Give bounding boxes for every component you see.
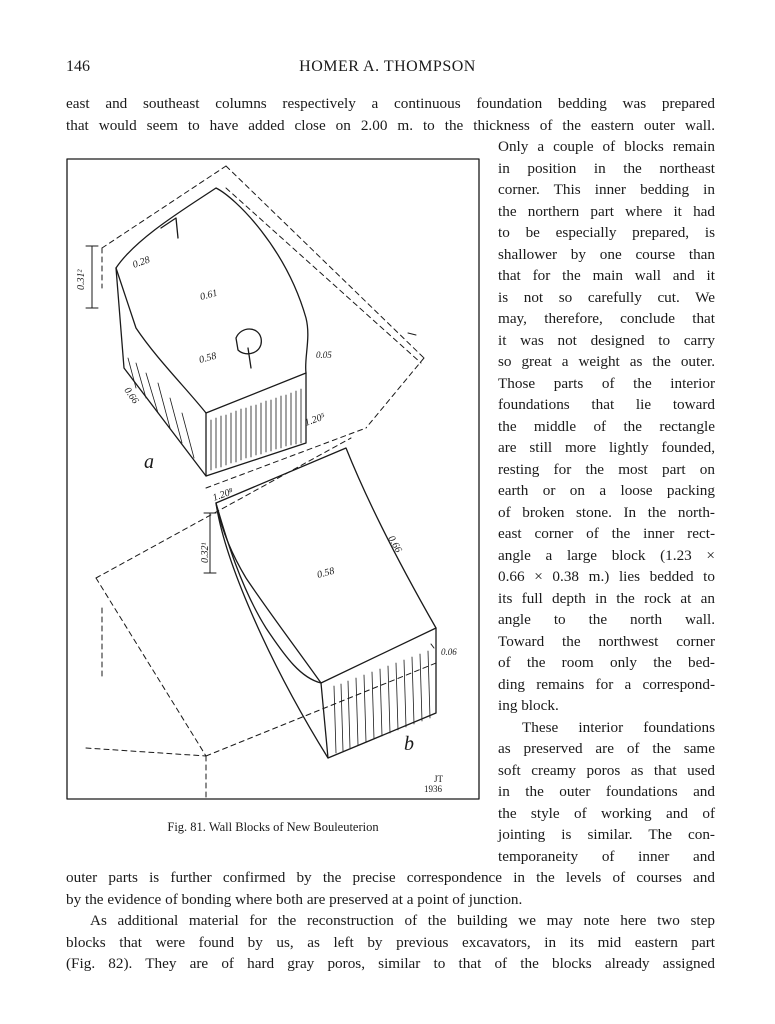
text-line: Toward the northwest corner bbox=[498, 633, 715, 650]
text-line: These interior foundations bbox=[522, 719, 715, 736]
a-height-label: 0.31² bbox=[76, 269, 87, 290]
text-line: in position in the northeast bbox=[498, 160, 715, 177]
text-line: blocks that were found by us, as left by previous excavators, in its mid eastern part bbox=[66, 934, 715, 951]
running-title: HOMER A. THOMPSON bbox=[299, 58, 476, 75]
b-side-label: 0.66 bbox=[385, 534, 404, 555]
text-line: the style of working and of bbox=[498, 805, 715, 822]
text-line: angle a large block (1.23 × bbox=[498, 547, 715, 564]
text-line: earth or on a loose packing bbox=[498, 482, 715, 499]
a-width-label: 0.61 bbox=[198, 287, 219, 303]
text-line: east corner of the inner rect- bbox=[498, 525, 715, 542]
text-line: (Fig. 82). They are of hard gray poros, similar to that of the blocks already assigned bbox=[66, 955, 715, 972]
text-line: Only a couple of blocks remain bbox=[498, 138, 715, 155]
b-height-label: 0.32¹ bbox=[200, 542, 211, 563]
figure-81 bbox=[66, 158, 480, 800]
text-line: its full depth in the rock at an bbox=[498, 590, 715, 607]
text-line: in the outer foundations and bbox=[498, 783, 715, 800]
text-line: corner. This inner bedding in bbox=[498, 181, 715, 198]
block-a-solid bbox=[116, 188, 308, 476]
text-line: ding remains for a correspond- bbox=[498, 676, 715, 693]
b-length-label: 1.20⁸ bbox=[211, 486, 235, 504]
text-line: may, therefore, conclude that bbox=[498, 310, 715, 327]
b-top-label: 0.58 bbox=[315, 565, 336, 581]
text-line: so great a weight as the outer. bbox=[498, 353, 715, 370]
block-b-label: b bbox=[404, 733, 414, 755]
text-line: angle to the north wall. bbox=[498, 611, 715, 628]
a-corner-label: 0.28 bbox=[131, 254, 152, 271]
dimension-markers bbox=[86, 246, 434, 648]
a-front-label: 0.58 bbox=[197, 350, 218, 366]
text-line: of the room only the bed- bbox=[498, 654, 715, 671]
text-line: of broken stone. In the north- bbox=[498, 504, 715, 521]
text-line: Those parts of the interior bbox=[498, 375, 715, 392]
text-line: to be especially prepared, is bbox=[498, 224, 715, 241]
signature-year: 1936 bbox=[424, 784, 442, 794]
text-line: it was not designed to carry bbox=[498, 332, 715, 349]
text-line: that would seem to have added close on 2.00 m. to the thickness of the eastern outer wall. bbox=[66, 117, 715, 134]
figure-caption: Fig. 81. Wall Blocks of New Bouleuterion bbox=[167, 820, 379, 834]
block-b-dashed-outline bbox=[86, 438, 436, 798]
text-line: as preserved are of the same bbox=[498, 740, 715, 757]
a-side-label: 0.66 bbox=[121, 385, 141, 407]
text-line: jointing is similar. The con- bbox=[498, 826, 715, 843]
text-line: are still more lightly founded, bbox=[498, 439, 715, 456]
block-a-dashed-outline bbox=[102, 166, 424, 488]
text-line: the middle of the rectangle bbox=[498, 418, 715, 435]
text-line: resting for the most part on bbox=[498, 461, 715, 478]
a-length-label: 1.20⁵ bbox=[303, 411, 327, 429]
text-line: by the evidence of bonding where both are preserved at a point of junction. bbox=[66, 891, 523, 908]
page-number: 146 bbox=[66, 58, 90, 75]
text-line: 0.66 × 0.38 m.) lies bedded to bbox=[498, 568, 715, 585]
text-line: shallower by one course than bbox=[498, 246, 715, 263]
text-line: that for the main wall and it bbox=[498, 267, 715, 284]
wall-blocks-drawing bbox=[66, 158, 480, 800]
text-line: is not so carefully cut. We bbox=[498, 289, 715, 306]
text-line: outer parts is further confirmed by the precise correspondence in the levels of courses and bbox=[66, 869, 715, 886]
b-notch-label: 0.06 bbox=[441, 647, 457, 657]
text-line: east and southeast columns respectively a continuous foundation bedding was prepared bbox=[66, 95, 715, 112]
text-line: temporaneity of inner and bbox=[498, 848, 715, 865]
text-line: As additional material for the reconstruction of the building we may note here two step bbox=[90, 912, 715, 929]
text-line: the northern part where it had bbox=[498, 203, 715, 220]
block-b-hatching bbox=[334, 651, 430, 753]
text-line: soft creamy poros as that used bbox=[498, 762, 715, 779]
text-line: foundations that lie toward bbox=[498, 396, 715, 413]
block-a-label: a bbox=[144, 451, 154, 473]
a-notch-label: 0.05 bbox=[316, 350, 332, 360]
signature-initials: JT bbox=[434, 774, 443, 784]
text-line: ing block. bbox=[498, 697, 559, 714]
